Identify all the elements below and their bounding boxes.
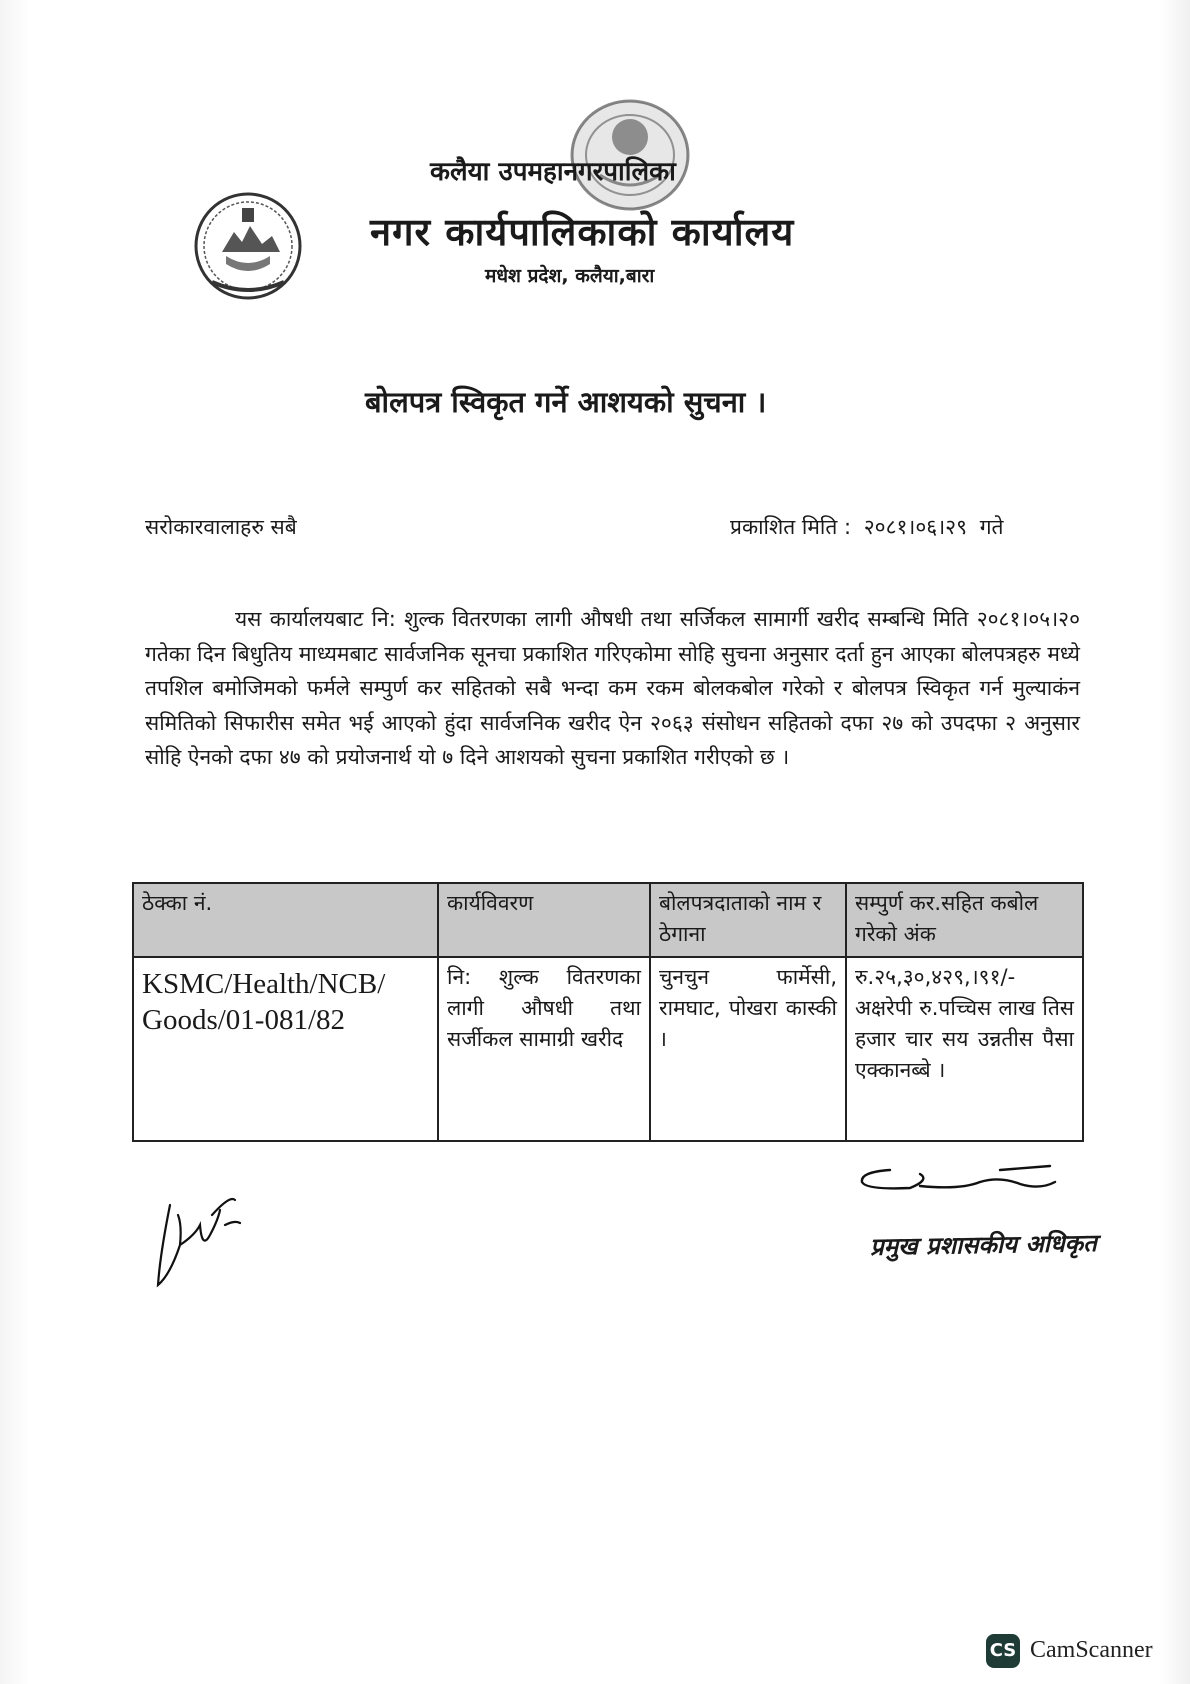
notice-body: यस कार्यालयबाट नि: शुल्क वितरणका लागी औषधी तथा सर्जिकल सामार्गी खरीद सम्बन्धि मिति २०८१।०५।२० गतेका दिन बिधुतिय माध्यमबाट सार्वजनिक सूनचा प्रकाशित गरिएकोमा सोहि सुचना अनुसार दर्ता हुन आएका बोलपत्रहरु मध्ये तपशिल बमोजिमको फर्मले सम्पुर्ण कर सहितको सबै भन्दा कम रकम बोलकबोल गरेको र बोलपत्र स्विकृत गर्न मुल्याकंन समितिको सिफारीस समेत भई आएको हुंदा सार्वजनिक खरीद ऐन २०६३ संसोधन सहितको दफा २७ को उपदफा २ अनुसार सोहि ऐनको दफा ४७ को प्रयोजनार्थ यो ७ दिने आशयको सुचना प्रकाशित गरीएको छ । (145, 607, 1080, 769)
table-header-row (133, 883, 1083, 957)
bid-table (132, 882, 1084, 1142)
signature-left-icon (140, 1165, 260, 1295)
camscanner-watermark: CamScanner (1030, 1637, 1153, 1663)
municipality-name: कलैया उपमहानगरपालिका (430, 157, 676, 187)
table-row (133, 957, 1083, 1141)
cell-amount: रु.२५,३०,४२९,।९१/- अक्षरेपी रु.पच्चिस लाख तिस हजार चार सय उन्नतीस पैसा एक्कानब्बे । (846, 957, 1083, 1141)
cell-bidder: चुनचुन फार्मेसी, रामघाट, पोखरा कास्की । (650, 957, 846, 1141)
cell-description: नि: शुल्क वितरणका लागी औषधी तथा सर्जीकल सामाग्री खरीद (438, 957, 650, 1141)
nepal-emblem-icon (192, 190, 304, 302)
cell-contract-no: KSMC/Health/NCB/ Goods/01-081/82 (133, 957, 438, 1141)
camscanner-logo-icon: CS (986, 1634, 1020, 1668)
published-suffix: गते (979, 515, 1004, 539)
published-date-value: २०८१।०६।२९ (863, 515, 968, 539)
col-header-contract-no: ठेक्का नं. (133, 883, 438, 957)
addressee: सरोकारवालाहरु सबै (145, 515, 297, 539)
signature-right-icon (850, 1160, 1090, 1210)
published-label: प्रकाशित मिति : (730, 515, 852, 539)
office-address: मधेश प्रदेश, कलैया,बारा (485, 265, 655, 287)
office-name: नगर कार्यपालिकाको कार्यालय (370, 210, 795, 254)
col-header-description: कार्यविवरण (438, 883, 650, 957)
col-header-bidder: बोलपत्रदाताको नाम र ठेगाना (650, 883, 846, 957)
col-header-amount: सम्पुर्ण कर.सहित कबोल गरेको अंक (846, 883, 1083, 957)
published-date (730, 513, 1010, 541)
notice-title: बोलपत्र स्विकृत गर्ने आशयको सुचना । (365, 385, 767, 419)
signatory-title: प्रमुख प्रशासकीय अधिकृत (869, 1229, 1098, 1261)
